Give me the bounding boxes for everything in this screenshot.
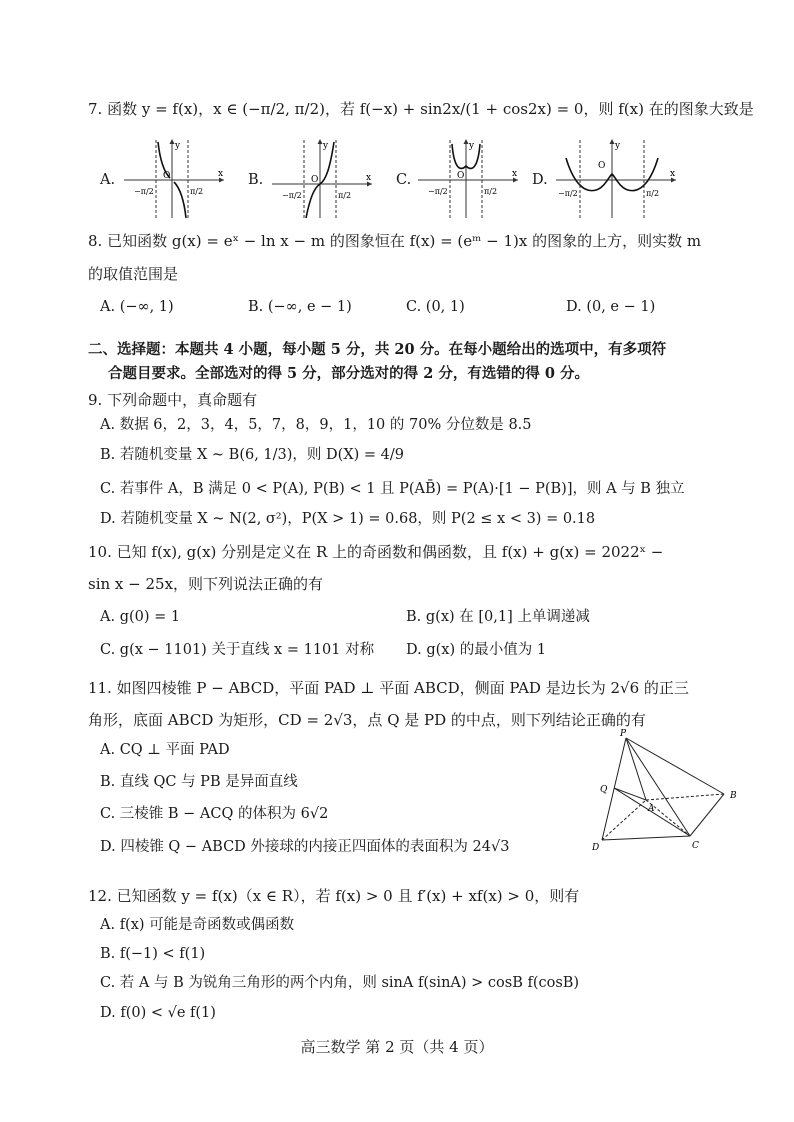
q9-stem: 9. 下列命题中，真命题有 [88,391,258,409]
edge-pc [626,738,690,836]
q7-graph-d [552,138,682,222]
edge-cb [690,794,724,836]
q8-choice-d: D. (0, e − 1) [566,299,656,315]
q12-choice-c: C. 若 A 与 B 为锐角三角形的两个内角，则 sinA f(sinA) > cosB f(cosB) [100,975,580,991]
label-a: A [648,804,655,814]
q11-pyramid-figure [586,728,746,856]
q7-c-tick-pos: π/2 [484,187,498,196]
q12-stem: 12. 已知函数 y = f(x)（x ∈ R），若 f(x) > 0 且 f′(x) + xf(x) > 0，则有 [88,887,580,905]
q7-a-origin: O [163,171,171,181]
page-footer: 高三数学 第 2 页（共 4 页） [300,1038,494,1056]
edge-dc [602,836,690,840]
q7-graph-b [268,138,378,222]
q7-graph-a [120,138,230,222]
label-d: D [592,843,600,853]
q7-graph-c [414,138,524,222]
q7-stem: 7. 函数 y = f(x)，x ∈ (−π/2, π/2)，若 f(−x) + sin2x/(1 + cos2x) = 0，则 f(x) 在的图象大致是 [88,100,754,118]
q11-stem-line2: 角形，底面 ABCD 为矩形，CD = 2√3，点 Q 是 PD 的中点，则下列结论正确的有 [88,711,646,729]
q9-choice-c: C. 若事件 A，B 满足 0 < P(A), P(B) < 1 且 P(AB̄) = P(A)·[1 − P(B)]，则 A 与 B 独立 [100,481,685,497]
q12-choice-b: B. f(−1) < f(1) [100,946,206,962]
q7-a-axis-x: x [218,169,224,179]
q10-stem-line2: sin x − 25x，则下列说法正确的有 [88,575,324,593]
q7-label-a: A. [100,172,116,188]
q11-stem-line1: 11. 如图四棱锥 P − ABCD，平面 PAD ⊥ 平面 ABCD，侧面 PAD 是边长为 2√6 的正三 [88,679,689,697]
q7-a-tick-pos: π/2 [190,187,204,196]
edge-pb [626,738,724,794]
q11-choice-a: A. CQ ⊥ 平面 PAD [100,742,230,758]
q10-choice-a: A. g(0) = 1 [100,609,181,625]
q10-choice-b: B. g(x) 在 [0,1] 上单调递减 [406,609,590,625]
q10-choice-c: C. g(x − 1101) 关于直线 x = 1101 对称 [100,642,375,658]
q7-label-c: C. [396,172,412,188]
q9-choice-a: A. 数据 6，2，3，4，5，7，8，9，1，10 的 70% 分位数是 8.5 [100,417,532,433]
section2-line1: 二、选择题：本题共 4 小题，每小题 5 分，共 20 分。在每小题给出的选项中，有多项符 [88,341,667,358]
q7-d-axis-y: y [615,141,621,151]
q7-c-axis-y: y [469,141,475,151]
q11-choice-c: C. 三棱锥 B − ACQ 的体积为 6√2 [100,806,329,822]
q7-label-b: B. [248,172,264,188]
q7-d-origin: O [598,161,606,171]
q10-stem-line1: 10. 已知 f(x), g(x) 分别是定义在 R 上的奇函数和偶函数，且 f(x) + g(x) = 2022ˣ − [88,543,664,561]
q7-d-axis-x: x [670,169,676,179]
q11-choice-d: D. 四棱锥 Q − ABCD 外接球的内接正四面体的表面积为 24√3 [100,839,510,855]
q7-b-axis-x: x [366,173,372,183]
q8-stem-line1: 8. 已知函数 g(x) = eˣ − ln x − m 的图象恒在 f(x) = (eᵐ − 1)x 的图象的上方，则实数 m [88,232,702,250]
q12-choice-d: D. f(0) < √e f(1) [100,1005,216,1021]
q7-c-tick-neg: −π/2 [428,187,448,196]
q12-choice-a: A. f(x) 可能是奇函数或偶函数 [100,917,295,933]
q8-choice-b: B. (−∞, e − 1) [248,299,352,315]
edge-da [602,800,646,840]
q7-b-origin: O [311,175,319,185]
q7-a-tick-neg: −π/2 [134,187,154,196]
label-q: Q [600,785,608,795]
q7-c-axis-x: x [512,169,518,179]
q7-label-d: D. [532,172,548,188]
q9-choice-b: B. 若随机变量 X ~ B(6, 1/3)，则 D(X) = 4/9 [100,447,404,463]
label-c: C [692,841,699,851]
q7-d-tick-pos: π/2 [646,189,660,198]
q10-choice-d: D. g(x) 的最小值为 1 [406,642,547,658]
q11-choice-b: B. 直线 QC 与 PB 是异面直线 [100,774,298,790]
q7-b-tick-neg: −π/2 [282,191,302,200]
q9-choice-d: D. 若随机变量 X ~ N(2, σ²)，P(X > 1) = 0.68，则 P(2 ≤ x < 3) = 0.18 [100,511,596,527]
q8-choice-a: A. (−∞, 1) [100,299,174,315]
edge-ab [646,794,724,800]
q8-choice-c: C. (0, 1) [406,299,465,315]
q7-b-tick-pos: π/2 [338,191,352,200]
q7-b-axis-y: y [323,141,329,151]
label-b: B [730,791,737,801]
label-p: P [620,729,627,739]
section2-line2: 合题目要求。全部选对的得 5 分，部分选对的得 2 分，有选错的得 0 分。 [108,365,590,382]
q7-d-tick-neg: −π/2 [558,189,578,198]
q7-a-axis-y: y [175,141,181,151]
q7-c-origin: O [457,171,465,181]
q8-stem-line2: 的取值范围是 [88,265,179,283]
